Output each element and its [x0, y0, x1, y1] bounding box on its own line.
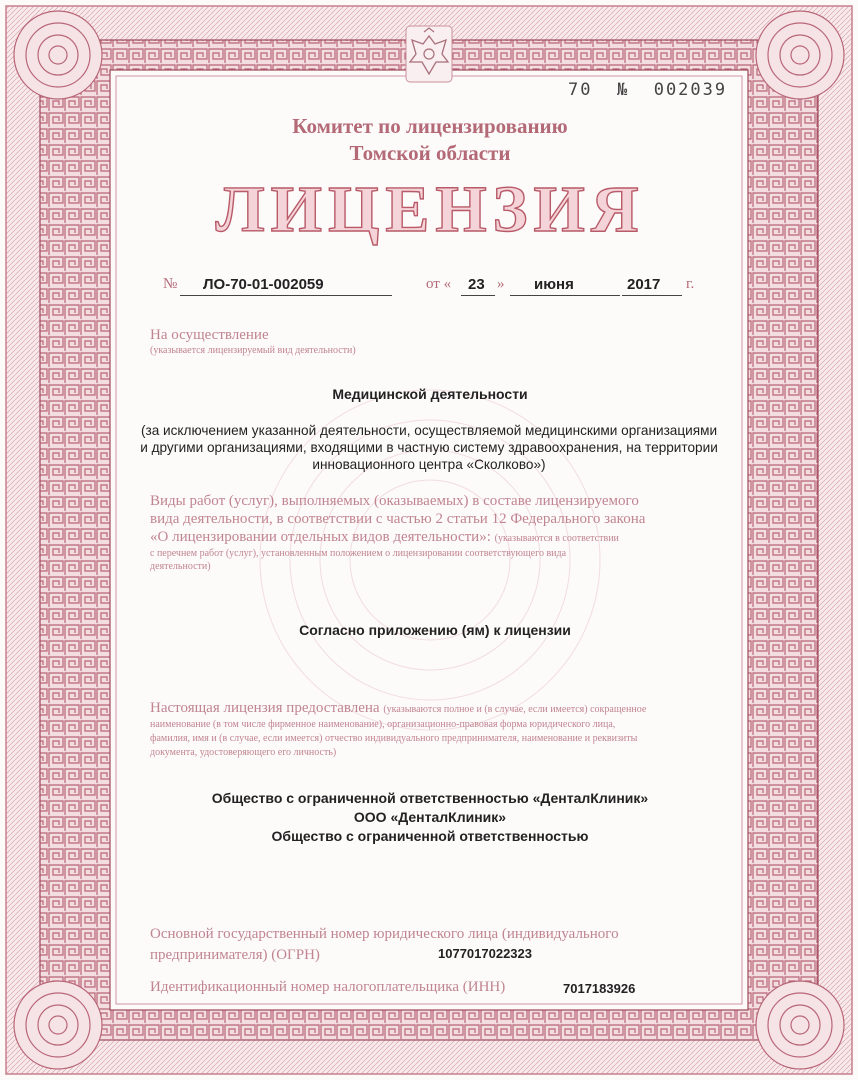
serial-number-value: 002039 — [653, 80, 728, 100]
grantee-hint-inline: (указываются полное и (в случае, если имеется) сокращенное — [383, 704, 647, 715]
issuing-authority — [150, 113, 710, 167]
grantee-hint — [150, 718, 720, 760]
grantee-legal-form: Общество с ограниченной ответственностью — [271, 828, 589, 844]
license-year: 2017 — [627, 276, 661, 293]
ogrn-label-line-1: Основной государственный номер юридического лица (индивидуального — [150, 926, 619, 942]
serial-number-sign: № — [616, 80, 630, 100]
serial-series: 70 — [568, 80, 593, 100]
works-line-3: «О лицензировании отдельных видов деятельности»: — [150, 529, 491, 545]
works-line-2: вида деятельности, в соответствии с частью 2 статьи 12 Федерального закона — [150, 511, 646, 527]
works-hint-line-3: деятельности) — [150, 561, 211, 572]
date-from-label: от « — [426, 276, 452, 292]
document-title: ЛИЦЕНЗИЯ — [215, 173, 645, 246]
activity-note — [118, 422, 740, 473]
works-hint — [150, 547, 720, 573]
activity-hint: (указывается лицензируемый вид деятельности) — [150, 345, 356, 356]
grantee-names — [150, 789, 710, 846]
grantee-hint-line-4: документа, удостоверяющего его личность) — [150, 747, 337, 758]
grantee-hint-line-3: фамилия, имя и (в случае, если имеется) отчество индивидуального предпринимателя, наименование и реквизиты — [150, 733, 638, 744]
inn-label: Идентификационный номер налогоплательщика (ИНН) — [150, 979, 506, 995]
ogrn-value: 1077017022323 — [438, 946, 532, 961]
grantee-full-name: Общество с ограниченной ответственностью «ДенталКлиник» — [211, 790, 649, 806]
grantee-hint-line-2: наименование (в том числе фирменное наименование), организационно-правовая форма юридического лица, — [150, 719, 616, 730]
activity-note-line-1: (за исключением указанной деятельности, осуществляемой медицинскими организациями — [140, 423, 718, 438]
serial-number — [568, 80, 727, 100]
works-line-1: Виды работ (услуг), выполняемых (оказываемых) в составе лицензируемого — [150, 493, 639, 509]
date-day-close: » — [497, 276, 505, 292]
activity-name: Медицинской деятельности — [332, 386, 528, 402]
license-number: ЛО-70-01-002059 — [203, 276, 324, 293]
inn-value: 7017183926 — [563, 981, 636, 996]
activity-label: На осуществление — [150, 327, 269, 343]
grantee-short-name: ООО «ДенталКлиник» — [353, 809, 507, 825]
ogrn-label-line-2: предпринимателя) (ОГРН) — [150, 947, 320, 963]
year-suffix: г. — [686, 276, 695, 292]
license-month: июня — [534, 276, 574, 293]
license-day: 23 — [468, 276, 485, 293]
grantee-label-row — [150, 700, 646, 717]
coat-of-arms-icon — [398, 24, 460, 84]
ogrn-label — [150, 924, 720, 966]
authority-line-1: Комитет по лицензированию — [292, 114, 568, 138]
activity-note-line-2: и другими организациями, входящими в частную систему здравоохранения, на территории — [140, 440, 718, 455]
works-label — [150, 492, 720, 548]
works-value: Согласно приложению (ям) к лицензии — [299, 622, 571, 638]
grantee-label: Настоящая лицензия предоставлена — [150, 700, 380, 716]
works-hint-line-2: с перечнем работ (услуг), установленным положением о лицензировании соответствующего вида — [150, 548, 567, 559]
works-hint-inline: (указываются в соответствии — [494, 533, 619, 544]
activity-note-line-3: инновационного центра «Сколково») — [312, 457, 546, 472]
license-number-label: № — [163, 276, 178, 292]
authority-line-2: Томской области — [349, 141, 511, 165]
